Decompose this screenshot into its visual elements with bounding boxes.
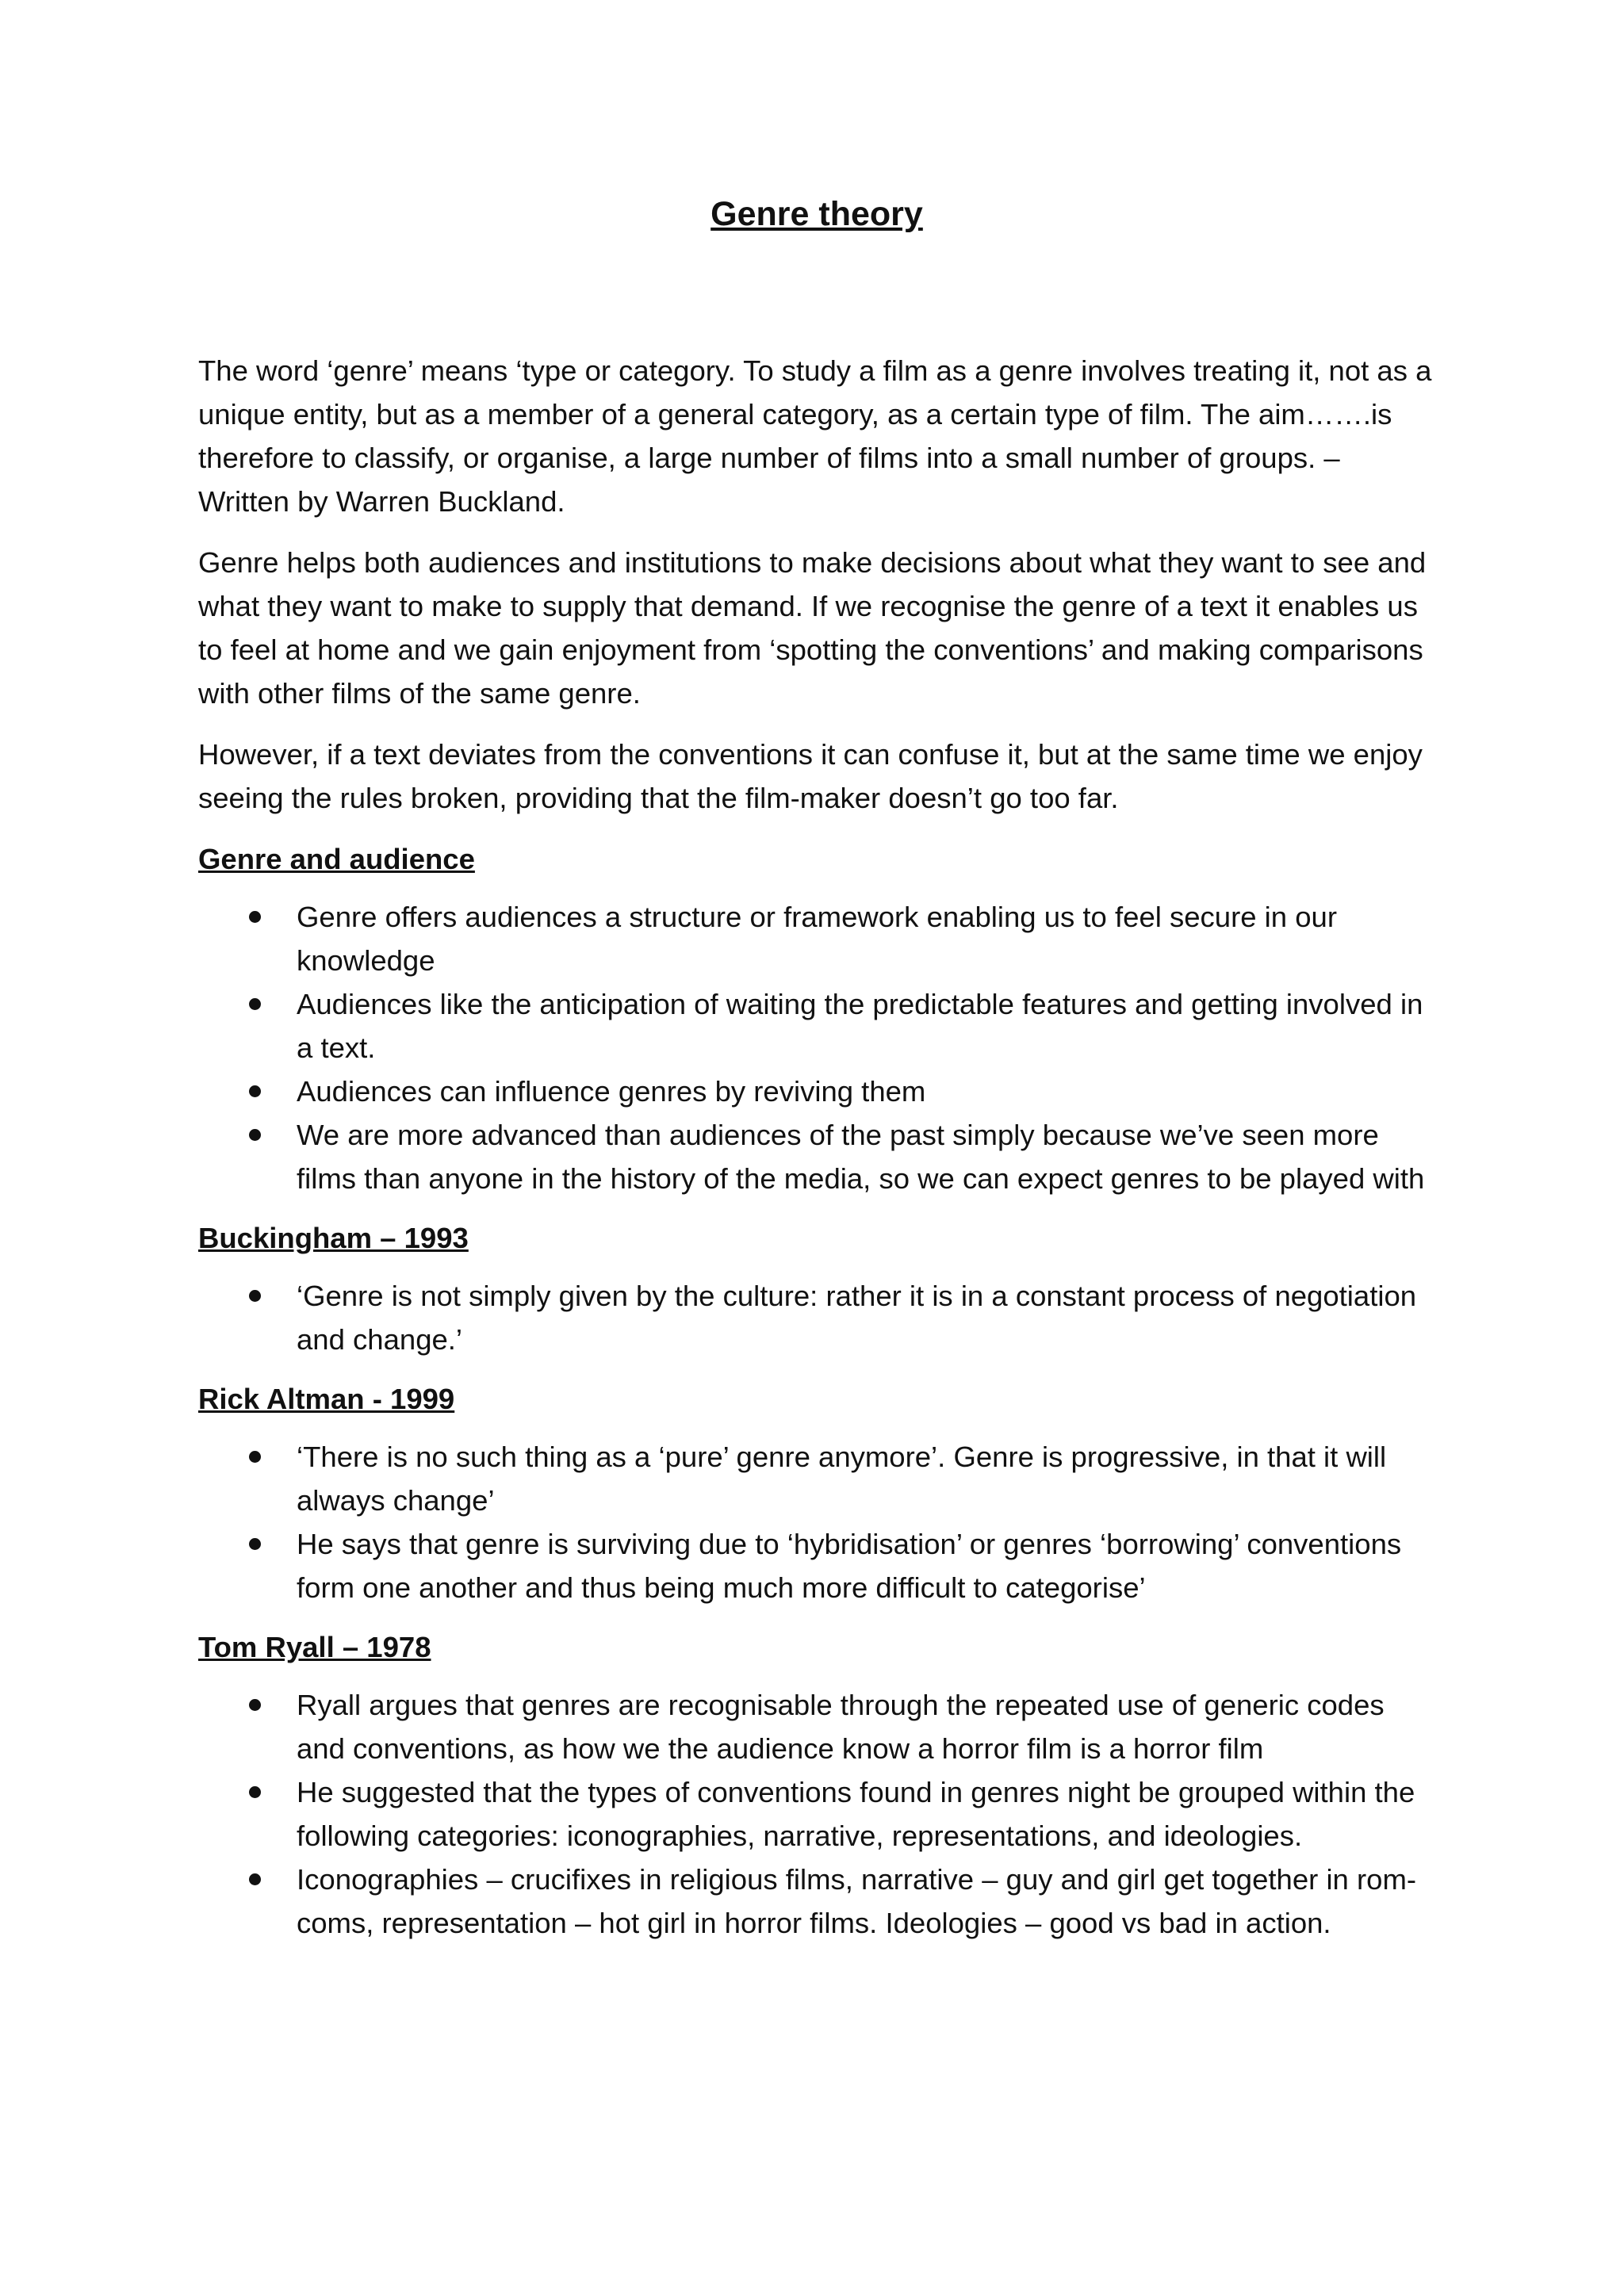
list-item: [198, 1858, 1435, 1945]
list-item: [198, 1113, 1435, 1200]
bullet-list-rick-altman: [198, 1435, 1435, 1609]
list-item-text: Genre offers audiences a structure or framework enabling us to feel secure in our knowledge: [297, 901, 1337, 977]
list-item: [198, 895, 1435, 982]
bullet-icon: [249, 1873, 261, 1885]
bullet-icon: [249, 1290, 261, 1302]
list-item-text: ‘There is no such thing as a ‘pure’ genre anymore’. Genre is progressive, in that it will always change’: [297, 1441, 1387, 1517]
list-item: [198, 1770, 1435, 1858]
section-heading-genre-and-audience: Genre and audience: [198, 843, 475, 875]
list-item-text: Ryall argues that genres are recognisable through the repeated use of generic codes and conventions, as how we the audience know a horror film is a horror film: [297, 1689, 1385, 1765]
list-item: [198, 1070, 1435, 1113]
bullet-icon: [249, 1786, 261, 1798]
bullet-icon: [249, 1085, 261, 1097]
bullet-icon: [249, 911, 261, 923]
section-heading-tom-ryall: Tom Ryall – 1978: [198, 1631, 431, 1663]
intro-paragraph: Genre helps both audiences and institutions to make decisions about what they want to see and what they want to make to supply that demand. If we recognise the genre of a text it enables us to feel at home and we gain enjoyment from ‘spotting the conventions’ and making comparisons with other films of the same genre.: [198, 546, 1427, 710]
list-item-text: He says that genre is surviving due to ‘hybridisation’ or genres ‘borrowing’ conventions form one another and thus being much more difficult to categorise’: [297, 1528, 1402, 1604]
bullet-icon: [249, 1699, 261, 1711]
section-heading-buckingham: Buckingham – 1993: [198, 1222, 469, 1254]
bullet-list-buckingham: [198, 1274, 1435, 1361]
bullet-list-tom-ryall: [198, 1683, 1435, 1945]
list-item-text: Audiences can influence genres by reviving them: [297, 1075, 926, 1108]
list-item: [198, 1274, 1435, 1361]
bullet-list-genre-and-audience: [198, 895, 1435, 1200]
list-item-text: ‘Genre is not simply given by the culture: rather it is in a constant process of negotiation and change.’: [297, 1280, 1417, 1356]
list-item: [198, 982, 1435, 1070]
list-item: [198, 1683, 1435, 1770]
intro-paragraph: The word ‘genre’ means ‘type or category. To study a film as a genre involves treating it, not as a unique entity, but as a member of a general category, as a certain type of film. The aim…….is therefore to classify, or organise, a large number of films into a small number of groups. – Written by Warren Buckland.: [198, 354, 1432, 518]
list-item: [198, 1522, 1435, 1609]
intro-paragraph: However, if a text deviates from the conventions it can confuse it, but at the same time we enjoy seeing the rules broken, providing that the film-maker doesn’t go too far.: [198, 738, 1423, 814]
bullet-icon: [249, 1538, 261, 1550]
bullet-icon: [249, 998, 261, 1010]
bullet-icon: [249, 1129, 261, 1141]
list-item-text: We are more advanced than audiences of the past simply because we’ve seen more films than anyone in the history of the media, so we can expect genres to be played with: [297, 1119, 1425, 1195]
list-item-text: He suggested that the types of conventions found in genres night be grouped within the following categories: iconographies, narrative, representations, and ideologies.: [297, 1776, 1415, 1852]
section-heading-rick-altman: Rick Altman - 1999: [198, 1383, 455, 1415]
document-body: [198, 190, 1435, 1961]
list-item-text: Iconographies – crucifixes in religious films, narrative – guy and girl get together in rom-coms, representation – hot girl in horror films. Ideologies – good vs bad in action.: [297, 1863, 1417, 1939]
bullet-icon: [249, 1451, 261, 1463]
page-title: Genre theory: [710, 195, 923, 233]
list-item: [198, 1435, 1435, 1522]
list-item-text: Audiences like the anticipation of waiting the predictable features and getting involved in a text.: [297, 988, 1423, 1064]
